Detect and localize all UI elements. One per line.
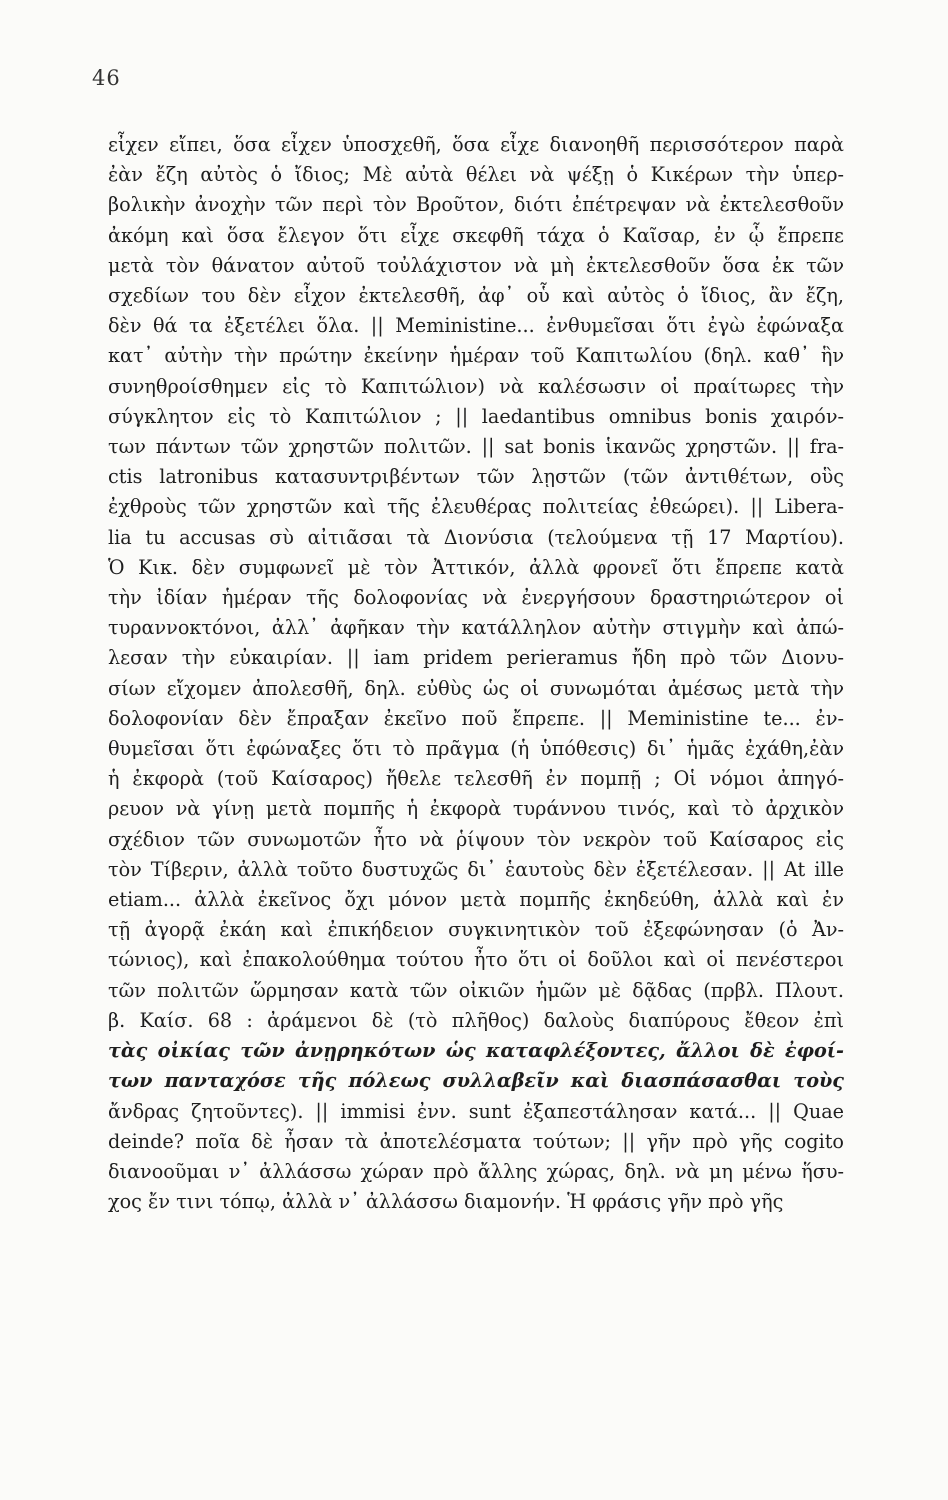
text-line: εἶχεν εἴπει, ὅσα εἶχεν ὑποσχεθῆ, ὅσα εἶχε διανοηθῆ περισσότερον παρὰ [108,133,844,156]
text-line: τὰς οἰκίας τῶν ἀνῃρηκότων ὡς καταφλέξοντες, ἄλλοι δὲ ἐφοί- [108,1039,844,1063]
text-line: τῶν πολιτῶν ὥρμησαν κατὰ τῶν οἰκιῶν ἡμῶν μὲ δᾷδας (πρβλ. Πλουτ. [108,978,844,1002]
text-line: ἄνδρας ζητοῦντες). || immisi ἐνν. sunt ἐξαπεστάλησαν κατά... || Quae [108,1099,844,1123]
text-line: lia tu accusas σὺ αἰτιᾶσαι τὰ Διονύσια (τελούμενα τῇ 17 Μαρτίου). [108,525,844,549]
text-line: τυραννοκτόνοι, ἀλλ᾿ ἀφῆκαν τὴν κατάλληλον αὐτὴν στιγμὴν καὶ ἀπώ- [108,616,844,640]
text-line: Ὁ Κικ. δὲν συμφωνεῖ μὲ τὸν Ἀττικόν, ἀλλὰ φρονεῖ ὅτι ἔπρεπε κατὰ [108,555,844,579]
text-line: deinde? ποῖα δὲ ἦσαν τὰ ἀποτελέσματα τούτων; || γῆν πρὸ γῆς cogito [108,1129,844,1153]
text-line: κατ᾿ αὐτὴν τὴν πρώτην ἐκείνην ἡμέραν τοῦ Καπιτωλίου (δηλ. καθ᾿ ἣν [108,344,844,368]
text-line: ἐχθροὺς τῶν χρηστῶν καὶ τῆς ἐλευθέρας πολιτείας ἐθεώρει). || Libera- [108,495,844,519]
text-line: δολοφονίαν δὲν ἔπραξαν ἐκεῖνο ποῦ ἔπρεπε. || Meministine te... ἐν- [108,706,844,730]
text-line: διανοοῦμαι ν᾿ ἀλλάσσω χώραν πρὸ ἄλλης χώρας, δηλ. νὰ μη μένω ἥσυ- [108,1159,844,1183]
page-number: 46 [92,66,121,90]
text-line: etiam... ἀλλὰ ἐκεῖνος ὄχι μόνον μετὰ πομπῆς ἐκηδεύθη, ἀλλὰ καὶ ἐν [108,888,844,912]
text-line: χος ἔν τινι τόπῳ, ἀλλὰ ν᾿ ἀλλάσσω διαμονήν. Ἡ φράσις γῆν πρὸ γῆς [108,1190,784,1214]
text-line: λεσαν τὴν εὐκαιρίαν. || iam pridem perieramus ἤδη πρὸ τῶν Διονυ- [108,646,844,670]
text-line: σίων εἴχομεν ἀπολεσθῆ, δηλ. εὐθὺς ὡς οἱ συνωμόται ἀμέσως μετὰ τὴν [108,676,844,700]
text-line: σύγκλητον εἰς τὸ Καπιτώλιον ; || laedantibus omnibus bonis χαιρόν- [108,404,844,428]
text-line: συνηθροίσθημεν εἰς τὸ Καπιτώλιον) νὰ καλέσωσιν οἱ πραίτωρες τὴν [108,374,844,398]
text-line: των πάντων τῶν χρηστῶν πολιτῶν. || sat bonis ἱκανῶς χρηστῶν. || fra- [108,435,844,459]
text-line: τώνιος), καὶ ἐπακολούθημα τούτου ἦτο ὅτι οἱ δοῦλοι καὶ οἱ πενέστεροι [108,948,844,972]
text-line: θυμεῖσαι ὅτι ἐφώναξες ὅτι τὸ πρᾶγμα (ἡ ὑπόθεσις) δι᾿ ἡμᾶς ἐχάθη,ἐὰν [108,737,844,761]
text-line: ἡ ἐκφορὰ (τοῦ Καίσαρος) ἤθελε τελεσθῆ ἐν πομπῇ ; Οἱ νόμοι ἀπηγό- [108,767,844,791]
text-line: δὲν θά τα ἐξετέλει ὅλα. || Meministine... ἐνθυμεῖσαι ὅτι ἐγὼ ἐφώναξα [108,314,844,338]
text-line: σχέδιον τῶν συνωμοτῶν ἦτο νὰ ῥίψουν τὸν νεκρὸν τοῦ Καίσαρος εἰς [108,827,844,851]
text-line: τὸν Τίβεριν, ἀλλὰ τοῦτο δυστυχῶς δι᾿ ἑαυτοὺς δὲν ἐξετέλεσαν. || At ille [108,857,844,881]
text-line: σχεδίων του δὲν εἶχον ἐκτελεσθῆ, ἀφ᾿ οὗ καὶ αὐτὸς ὁ ἴδιος, ἂν ἔζη, [108,284,844,308]
text-line: βολικὴν ἀνοχὴν τῶν περὶ τὸν Βροῦτον, διότι ἐπέτρεψαν νὰ ἐκτελεσθοῦν [108,193,844,217]
text-line: των πανταχόσε τῆς πόλεως συλλαβεῖν καὶ διασπάσασθαι τοὺς [108,1069,844,1093]
text-line: ἐὰν ἔζη αὐτὸς ὁ ἴδιος; Μὲ αὐτὰ θέλει νὰ ψέξῃ ὁ Κικέρων τὴν ὑπερ- [108,163,844,187]
text-line: ctis latronibus κατασυντριβέντων τῶν λῃστῶν (τῶν ἀντιθέτων, οὓς [108,465,844,489]
text-line: ἀκόμη καὶ ὅσα ἔλεγον ὅτι εἶχε σκεφθῆ τάχα ὁ Καῖσαρ, ἐν ᾧ ἔπρεπε [108,223,844,247]
commentary-text [108,130,844,1217]
text-line: τὴν ἰδίαν ἡμέραν τῆς δολοφονίας νὰ ἐνεργήσουν δραστηριώτερον οἱ [108,586,844,610]
text-line: β. Καίσ. 68 : ἀράμενοι δὲ (τὸ πλῆθος) δαλοὺς διαπύρους ἔθεον ἐπὶ [108,1008,844,1032]
text-line: μετὰ τὸν θάνατον αὐτοῦ τοὐλάχιστον νὰ μὴ ἐκτελεσθοῦν ὅσα ἐκ τῶν [108,253,844,277]
text-line: ρευον νὰ γίνῃ μετὰ πομπῆς ἡ ἐκφορὰ τυράννου τινός, καὶ τὸ ἀρχικὸν [108,797,844,821]
text-line: τῇ ἀγορᾷ ἐκάη καὶ ἐπικήδειον συγκινητικὸν τοῦ ἐξεφώνησαν (ὁ Ἀν- [108,918,844,942]
